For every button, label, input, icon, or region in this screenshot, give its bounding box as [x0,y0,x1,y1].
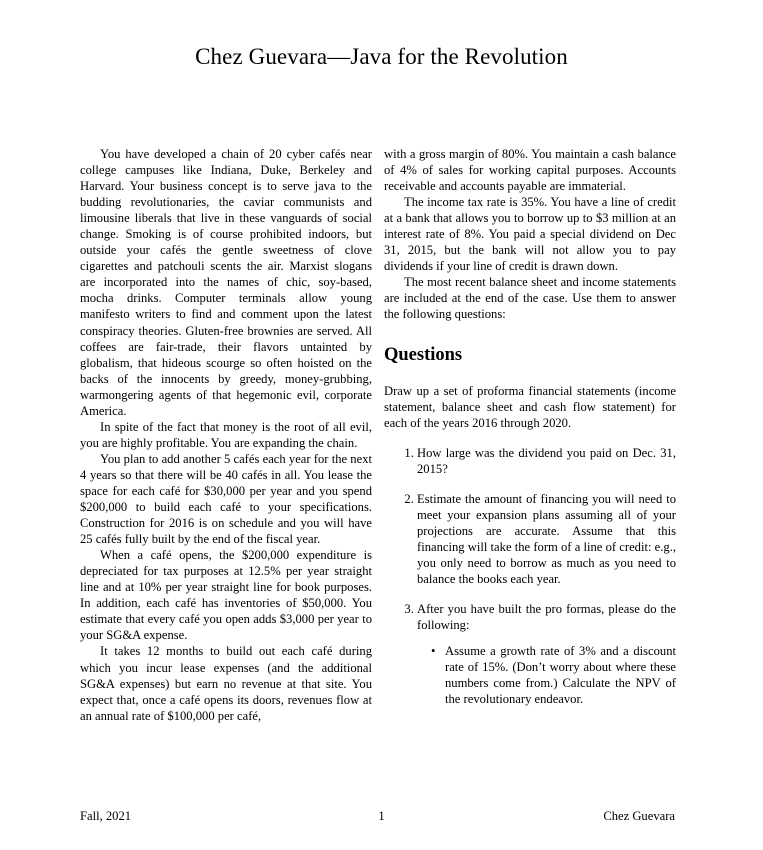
question-text: How large was the dividend you paid on Dec. 31, 2015? [417,445,676,476]
paragraph: It takes 12 months to build out each café during which you incur lease expenses (and the additional SG&A expenses) but earn no revenue at that site. You expect that, once a café opens its doors, revenues flow at an annual rate of $100,000 per café, [80,644,372,723]
paragraph-continuation: with a gross margin of 80%. You maintain a cash balance of 4% of sales for working capital purposes. Accounts receivable and accounts payable are immaterial. [384,147,676,194]
subitem-text: Assume a growth rate of 3% and a discount rate of 15%. (Don’t worry about where these numbers come from.) Calculate the NPV of the revolutionary endeavor. [445,644,676,707]
left-column [80,146,372,724]
section-heading-questions: Questions [384,344,463,365]
paragraph: When a café opens, the $200,000 expenditure is depreciated for tax purposes at 12.5% per year straight line and at 10% per year straight line for book purposes. In addition, each café has inventories of $50,000. You estimate that every café you open adds $3,000 per year to your SG&A expense. [80,548,372,643]
paragraph: You have developed a chain of 20 cyber cafés near college campuses like Indiana, Duke, Berkeley and Harvard. Your business concept is to serve java to the budding revolutionaries, the caviar communists and limousine liberals that live in these vanguards of social change. Smoking is of course prohibited indoors, but outside your cafés the gentle sweetness of clove cigarettes and patchouli scents the air. Marxist slogans are incorporated into the names of chic, soy-based, mocha drinks. Computer terminals allow young manifesto writers to find and comment upon the latest conspiracy theories. Gluten-free brownies are served. All coffees are fair-trade, their flavors untainted by globalism, that hideous scourge so often hoisted on the backs of the innocents by greedy, money-grubbing, warmongering agents of that hegemonic evil, corporate America. [80,147,372,418]
questions-list [384,445,676,708]
page-number: 1 [378,809,385,823]
question-text: Estimate the amount of financing you will need to meet your expansion plans assuming all of your projections are accurate. Assume that this financing will take the form of a line of credit: e.g., you only need to borrow as much as you need to balance the books each year. [417,491,676,586]
question-item [417,601,676,707]
question-item [417,445,676,477]
subitem [431,643,676,707]
bullet-icon: • [431,644,436,659]
paragraph: You plan to add another 5 cafés each year for the next 4 years so that there will be 40 cafés in all. You lease the space for each café for $30,000 per year and you spend $200,000 to build each café to your specifications. Construction for 2016 is on schedule and you will have 25 cafés fully built by the end of the fiscal year. [80,451,372,547]
paragraph: The most recent balance sheet and income statements are included at the end of the case. Use them to answer the following questions: [384,275,676,322]
document-title: Chez Guevara—Java for the Revolution [195,44,568,69]
questions-intro: Draw up a set of proforma financial statements (income statement, balance sheet and cash flow statement) for each of the years 2016 through 2020. [384,383,676,430]
question-text: After you have built the pro formas, please do the following: [417,602,676,633]
footer-right: Chez Guevara [603,809,675,823]
footer-left: Fall, 2021 [80,809,132,823]
question-item [417,491,676,587]
right-column [384,146,676,707]
question-subitems [417,643,676,707]
paragraph: In spite of the fact that money is the root of all evil, you are highly profitable. You are expanding the chain. [80,419,372,450]
paragraph: The income tax rate is 35%. You have a line of credit at a bank that allows you to borrow up to $3 million at an interest rate of 8%. You paid a special dividend on Dec 31, 2015, but the bank will not allow you to pay dividends if your line of credit is drawn down. [384,195,676,274]
